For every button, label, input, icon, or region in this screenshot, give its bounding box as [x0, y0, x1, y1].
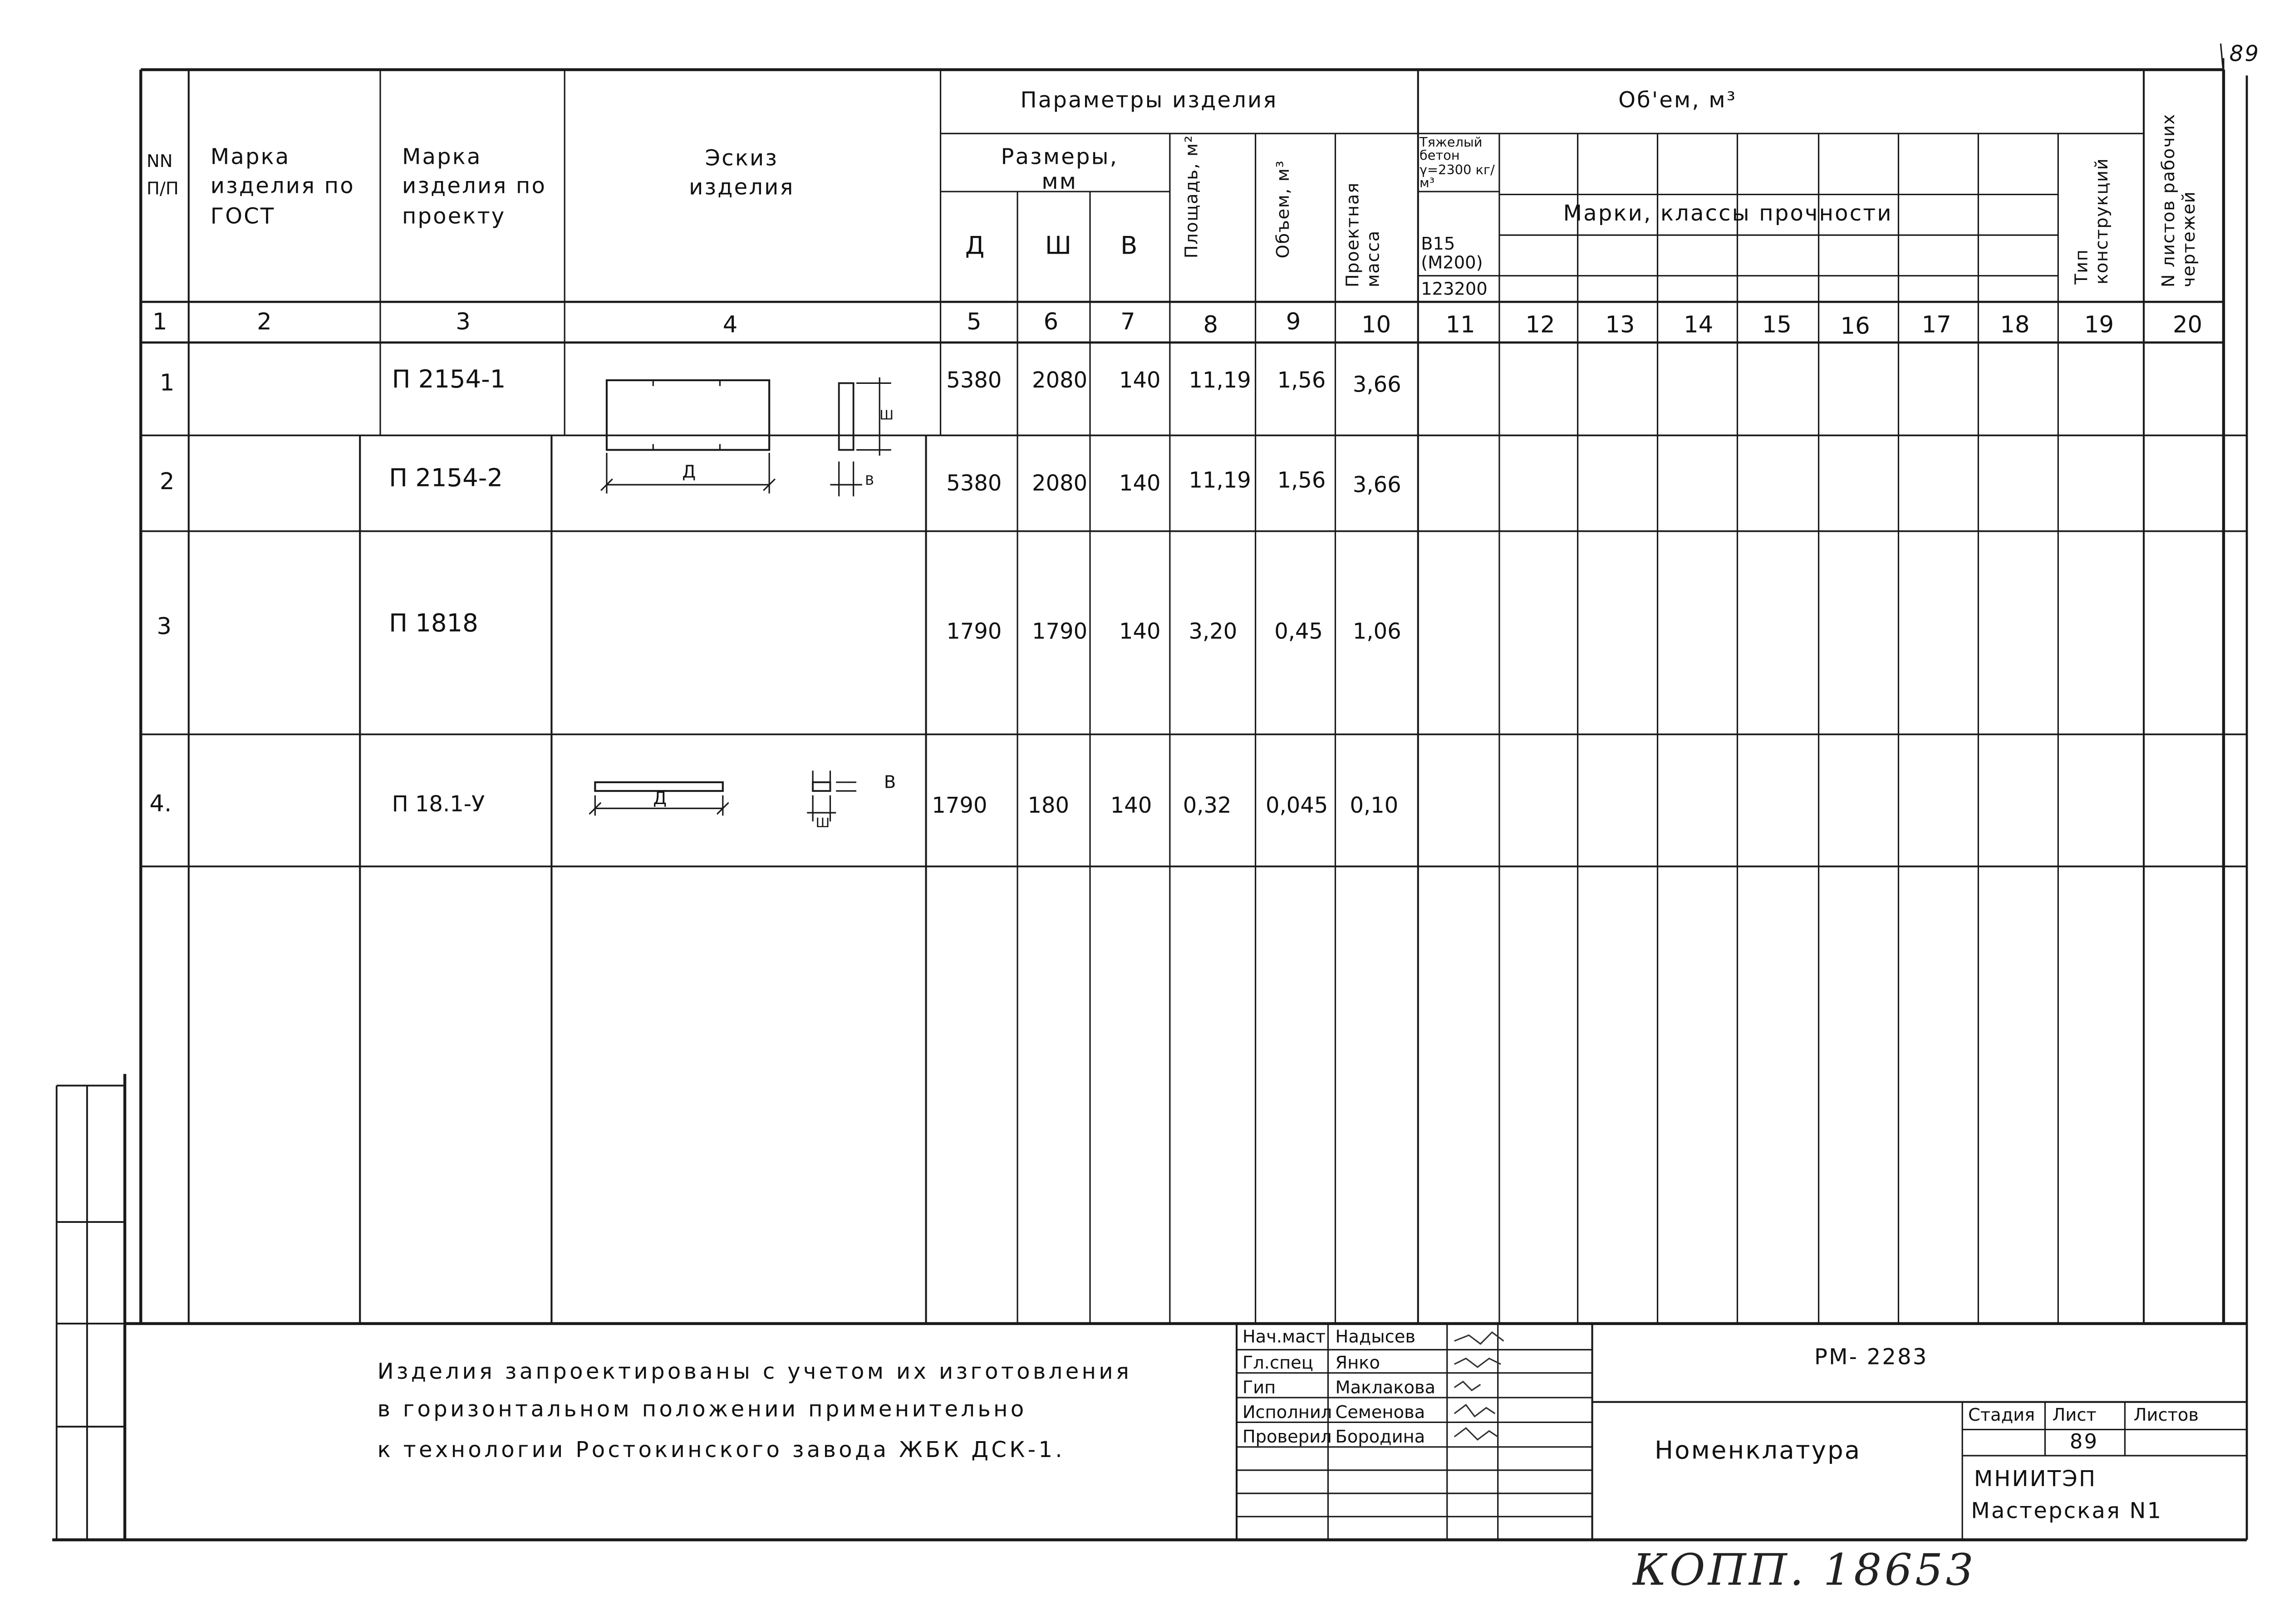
- column-number: 18: [2000, 310, 2030, 339]
- row-number: 2: [159, 467, 175, 495]
- sketch-dim-sh: Ш: [879, 409, 894, 424]
- row-d: 1790: [946, 618, 1002, 645]
- column-number: 5: [967, 308, 982, 335]
- row-area: 11,19: [1189, 467, 1251, 494]
- row-mark: П 18.1-У: [392, 791, 485, 817]
- row-volume: 1,56: [1277, 467, 1326, 494]
- stamp-role: Гл.спец: [1242, 1352, 1313, 1373]
- document-code: РМ- 2283: [1814, 1344, 1928, 1370]
- header-marks-classes: Марки, классы прочности: [1563, 200, 1893, 226]
- row-mass: 0,10: [1350, 792, 1399, 819]
- document-title: Номенклатура: [1655, 1437, 1861, 1466]
- note-line: в горизонтальном положении применительно: [377, 1396, 1027, 1423]
- column-number: 20: [2172, 310, 2203, 339]
- row-mark: П 2154-1: [392, 365, 506, 395]
- stamp-role: Нач.маст: [1242, 1326, 1326, 1347]
- column-number: 7: [1120, 308, 1135, 335]
- column-number: 14: [1684, 310, 1714, 339]
- row-sh: 2080: [1032, 470, 1088, 496]
- header-col-volume: Объем, м³: [1272, 160, 1293, 259]
- row-v: 140: [1119, 367, 1161, 393]
- row-sh: 2080: [1032, 367, 1088, 393]
- column-number: 2: [257, 308, 272, 335]
- header-size-sh: Ш: [1045, 232, 1072, 261]
- stamp-name: Маклакова: [1335, 1377, 1436, 1398]
- stamp-role: Гип: [1242, 1377, 1276, 1398]
- sketch-plate-large: [601, 378, 891, 496]
- column-number: 16: [1840, 312, 1870, 340]
- header-concrete-type: Тяжелый бетон γ=2300 кг/м³: [1419, 136, 1495, 192]
- organization-name: МНИИТЭП: [1974, 1466, 2097, 1492]
- column-number: 4: [722, 310, 738, 339]
- column-number: 13: [1605, 310, 1635, 339]
- column-number: 9: [1286, 308, 1301, 335]
- header-col-project-mark: Марка изделия по проекту: [402, 143, 546, 229]
- sketch-dim-d: Д: [682, 461, 697, 482]
- row-volume: 0,45: [1274, 618, 1323, 645]
- column-number: 17: [1921, 310, 1951, 339]
- column-number: 11: [1445, 310, 1475, 339]
- row-volume: 1,56: [1277, 367, 1326, 393]
- header-col-sheets: N листов рабочих чертежей: [2158, 113, 2199, 288]
- sketch-dim-v: В: [865, 474, 874, 489]
- note-line: к технологии Ростокинского завода ЖБК ДСК-1.: [377, 1437, 1066, 1463]
- header-size-d: Д: [965, 232, 985, 261]
- column-number: 19: [2084, 310, 2114, 339]
- row-v: 140: [1119, 618, 1161, 645]
- row-number: 1: [159, 368, 175, 397]
- row-area: 0,32: [1183, 792, 1232, 819]
- stamp-role: Проверил: [1242, 1427, 1332, 1447]
- note-line: Изделия запроектированы с учетом их изготовления: [377, 1358, 1132, 1385]
- header-concrete-code: 123200: [1421, 279, 1488, 299]
- column-number: 1: [152, 308, 167, 335]
- sketch-dim-v: В: [884, 772, 898, 793]
- stamp-name: Семенова: [1335, 1402, 1425, 1423]
- header-group-volume: Об'ем, м³: [1618, 87, 1737, 113]
- row-area: 11,19: [1189, 367, 1251, 393]
- column-number: 8: [1203, 310, 1218, 339]
- stamp-name: Надысев: [1335, 1326, 1416, 1347]
- row-d: 5380: [946, 367, 1002, 393]
- header-concrete-class: В15 (М200): [1421, 233, 1483, 272]
- header-col-sketch: Эскиз изделия: [689, 145, 795, 200]
- stamp-name: Бородина: [1335, 1427, 1425, 1447]
- row-mass: 1,06: [1352, 618, 1401, 645]
- sheets-label: Листов: [2133, 1405, 2199, 1425]
- row-d: 5380: [946, 470, 1002, 496]
- row-v: 140: [1110, 792, 1152, 819]
- column-number: 15: [1762, 310, 1792, 339]
- header-col-construction-type: Тип конструкций: [2071, 157, 2112, 285]
- sketch-dim-d: Д: [653, 788, 668, 809]
- stage-label: Стадия: [1968, 1405, 2035, 1425]
- row-sh: 180: [1027, 792, 1070, 819]
- row-number: 3: [157, 612, 172, 640]
- sheet-number: 89: [2069, 1431, 2099, 1454]
- sketch-rail: [589, 770, 857, 821]
- row-mass: 3,66: [1352, 471, 1401, 498]
- column-number: 6: [1043, 308, 1059, 335]
- sheet-label: Лист: [2052, 1405, 2097, 1425]
- row-mark: П 2154-2: [389, 464, 503, 494]
- header-col-area: Площадь, м²: [1181, 135, 1202, 259]
- row-mark: П 1818: [389, 609, 478, 639]
- page-number: 89: [2229, 40, 2260, 67]
- header-col-mass: Проектная масса: [1342, 182, 1383, 288]
- organization-department: Мастерская N1: [1971, 1497, 2163, 1524]
- stamp-name: Янко: [1335, 1352, 1380, 1373]
- header-col-gost-mark: Марка изделия по ГОСТ: [210, 143, 355, 229]
- column-number: 10: [1361, 310, 1391, 339]
- row-v: 140: [1119, 470, 1161, 496]
- header-group-sizes: Размеры, мм: [1001, 143, 1119, 194]
- row-number: 4.: [149, 789, 172, 817]
- column-number: 3: [456, 308, 471, 335]
- row-d: 1790: [932, 792, 987, 819]
- inventory-number: КОПП. 18653: [1633, 1545, 1977, 1597]
- sketch-dim-sh: Ш: [815, 817, 830, 832]
- column-number: 12: [1525, 310, 1555, 339]
- row-mass: 3,66: [1352, 371, 1401, 398]
- signature-scribbles: [1451, 1326, 1591, 1448]
- header-group-params: Параметры изделия: [1020, 87, 1278, 113]
- row-volume: 0,045: [1265, 792, 1328, 819]
- header-col-num: NN П/П: [147, 151, 179, 199]
- stamp-role: Исполнил: [1242, 1402, 1332, 1423]
- row-area: 3,20: [1189, 618, 1238, 645]
- row-sh: 1790: [1032, 618, 1088, 645]
- header-size-v: В: [1120, 232, 1138, 261]
